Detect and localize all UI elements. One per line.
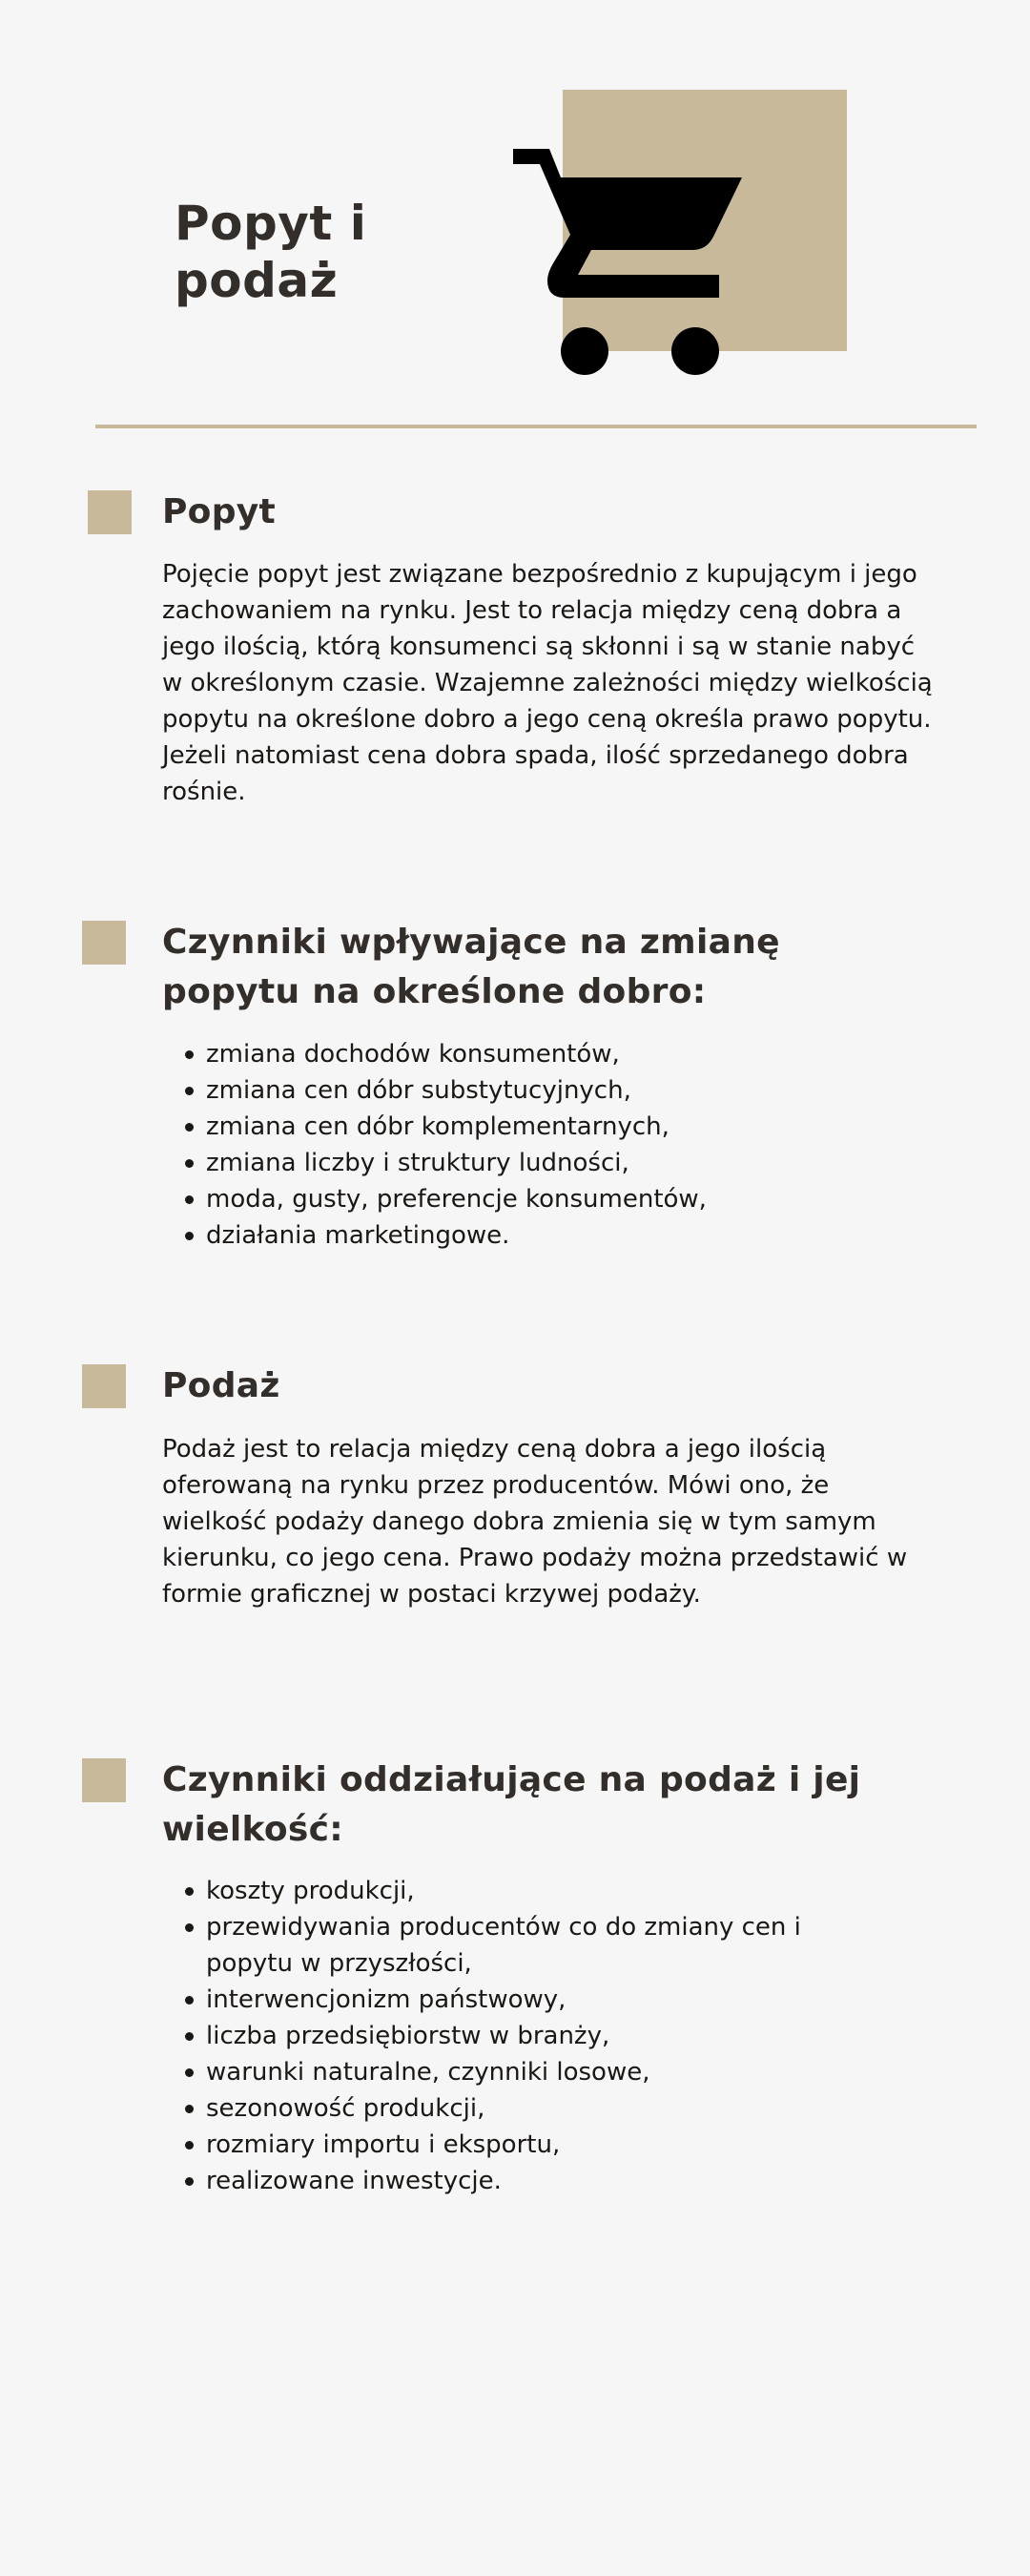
section-marker-popyt	[88, 490, 132, 534]
page-title-line-2: podaż	[175, 253, 339, 308]
list-item: przewidywania producentów co do zmiany cen i popytu w przyszłości,	[162, 1909, 887, 1982]
section-text-popyt: Pojęcie popyt jest związane bezpośrednio z kupującym i jego zachowaniem na rynku. Jest to relacja między ceną dobra a jego ilością, którą konsumenci są skłonni i są w stanie nabyć w określonym czasie. Wzajemne zależności między wielkością popytu na określone dobro a jego ceną określa prawo popytu. Jeżeli natomiast cena dobra spada, ilość sprzedanego dobra rośnie.	[162, 560, 933, 806]
section-marker-supply-factors	[82, 1758, 126, 1802]
demand-factors-list	[162, 1036, 925, 1254]
supply-factors-list	[162, 1873, 887, 2199]
list-item: działania marketingowe.	[162, 1217, 925, 1254]
header-divider	[95, 425, 977, 428]
section-title-demand-factors-line-2: popytu na określone dobro:	[162, 972, 707, 1011]
section-text-podaz: Podaż jest to relacja między ceną dobra a jego ilością oferowaną na rynku przez producentów. Mówi ono, że wielkość podaży danego dobra zmienia się w tym samym kierunku, co jego cena. Prawo podaży można przedstawić w formie graficznej w postaci krzywej podaży.	[162, 1435, 908, 1609]
section-title-supply-factors-line-1: Czynniki oddziałujące na podaż i jej	[162, 1760, 861, 1799]
list-item: rozmiary importu i eksportu,	[162, 2127, 887, 2163]
list-item: zmiana liczby i struktury ludności,	[162, 1145, 925, 1181]
page-title-line-1: Popyt i	[175, 196, 367, 251]
section-title-demand-factors-line-1: Czynniki wpływające na zmianę	[162, 923, 780, 962]
list-item: interwencjonizm państwowy,	[162, 1982, 887, 2018]
list-item: moda, gusty, preferencje konsumentów,	[162, 1181, 925, 1217]
section-title-supply-factors	[162, 1755, 860, 1855]
section-title-popyt: Popyt	[162, 492, 277, 531]
list-item: warunki naturalne, czynniki losowe,	[162, 2054, 887, 2090]
section-title-demand-factors	[162, 918, 780, 1017]
list-item: koszty produkcji,	[162, 1873, 887, 1909]
list-item: sezonowość produkcji,	[162, 2090, 887, 2127]
page-title	[175, 195, 366, 309]
section-title-supply-factors-line-2: wielkość:	[162, 1810, 343, 1849]
list-item: zmiana dochodów konsumentów,	[162, 1036, 925, 1072]
section-title-podaz: Podaż	[162, 1366, 280, 1405]
list-item: liczba przedsiębiorstw w branży,	[162, 2018, 887, 2054]
section-marker-podaz	[82, 1364, 126, 1408]
list-item: zmiana cen dóbr komplementarnych,	[162, 1109, 925, 1145]
section-marker-demand-factors	[82, 921, 126, 965]
shopping-cart-icon	[513, 145, 748, 380]
list-item: zmiana cen dóbr substytucyjnych,	[162, 1072, 925, 1109]
list-item: realizowane inwestycje.	[162, 2163, 887, 2199]
